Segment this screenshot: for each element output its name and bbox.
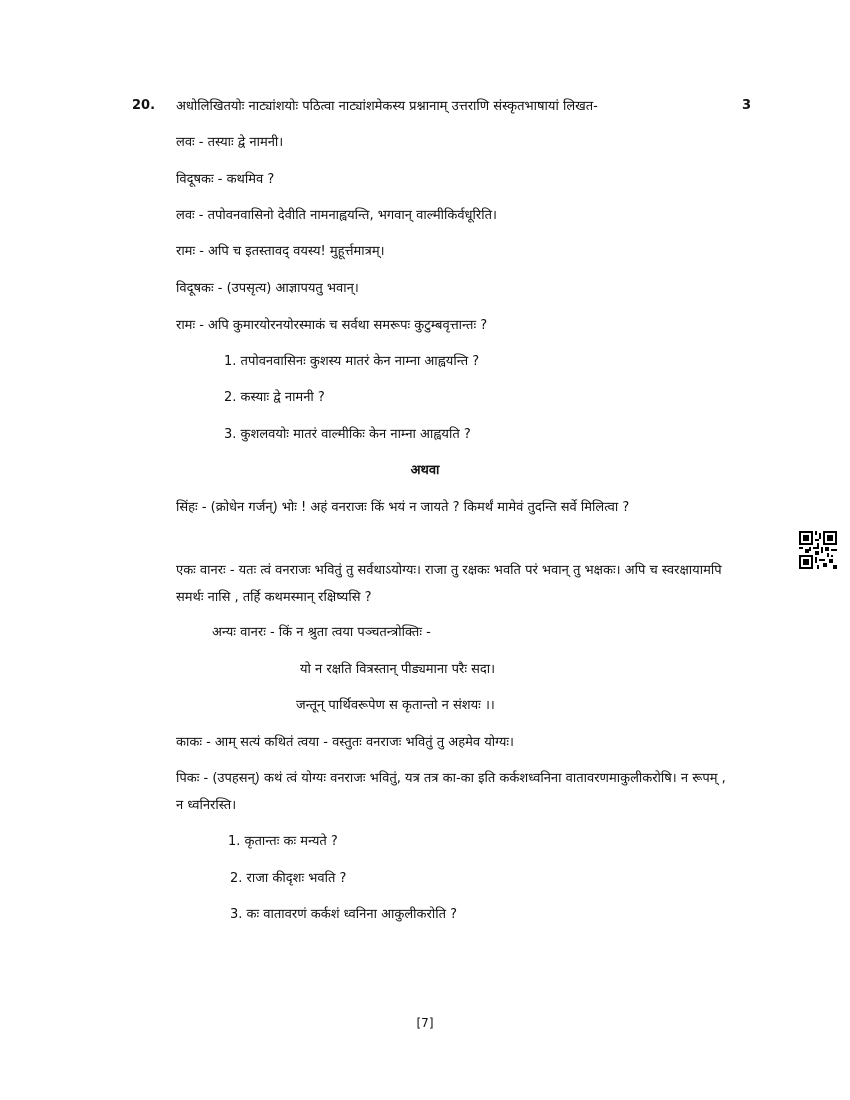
passage2-monkey1: एकः वानरः - यतः त्वं वनराजः भवितुं तु सर्वथाऽयोग्यः। राजा तु रक्षकः भवति परं भवान् तु भक्षकः। अपि च स्वरक्षायामपि समर्थः नासि , तर्हि कथमस्मान् रक्षिष्यसि ? xyxy=(176,563,722,605)
qr-code-icon xyxy=(799,531,837,569)
or-label: अथवा xyxy=(410,463,440,478)
passage1-line: रामः - अपि कुमारयोरनयोरस्माकं च सर्वथा समरूपः कुटुम्बवृत्तान्तः ? xyxy=(176,318,488,333)
passage2-question: 3. कः वातावरणं कर्कशं ध्वनिना आकुलीकरोति ? xyxy=(230,907,458,922)
passage2-crow: काकः - आम् सत्यं कथितं त्वया - वस्तुतः वनराजः भवितुं तु अहमेव योग्यः। xyxy=(176,735,514,750)
question-marks: 3 xyxy=(742,98,752,113)
passage2-verse1: यो न रक्षति वित्रस्तान् पीड्यमाना परैः सदा। xyxy=(300,662,496,677)
passage2-lion: सिंहः - (क्रोधेन गर्जन्) भोः ! अहं वनराजः किं भयं न जायते ? किमर्थं मामेवं तुदन्ति सर्वे मिलित्वा ? xyxy=(176,500,630,515)
question-number: 20. xyxy=(132,98,156,113)
page-number: [7] xyxy=(416,1016,434,1030)
passage1-line: रामः - अपि च इतस्तावद् वयस्य! मुहूर्त्तमात्रम्। xyxy=(176,244,385,259)
passage1-line: लवः - तपोवनवासिनो देवीति नामनाह्वयन्ति, भगवान् वाल्मीकिर्वधूरिति। xyxy=(176,208,497,223)
passage2-monkey2: अन्यः वानरः - किं न श्रुता त्वया पञ्चतन्त्रोक्तिः - xyxy=(212,625,431,640)
passage1-line: विदूषकः - (उपसृत्य) आज्ञापयतु भवान्। xyxy=(176,281,359,296)
passage1-line: लवः - तस्याः द्वे नामनी। xyxy=(176,135,284,150)
passage1-question: 2. कस्याः द्वे नामनी ? xyxy=(224,390,325,405)
passage1-line: विदूषकः - कथमिव ? xyxy=(176,172,275,187)
passage2-verse2: जन्तून् पार्थिवरूपेण स कृतान्तो न संशयः ।। xyxy=(296,698,495,713)
passage1-question: 3. कुशलवयोः मातरं वाल्मीकिः केन नाम्ना आह्वयति ? xyxy=(224,427,471,442)
question-instruction: अधोलिखितयोः नाट्यांशयोः पठित्वा नाट्यांशमेकस्य प्रश्नानाम् उत्तराणि संस्कृतभाषायां लिखत- xyxy=(176,99,598,114)
passage2-question: 1. कृतान्तः कः मन्यते ? xyxy=(228,834,338,849)
passage2-question: 2. राजा कीदृशः भवति ? xyxy=(230,871,347,886)
passage1-question: 1. तपोवनवासिनः कुशस्य मातरं केन नाम्ना आह्वयन्ति ? xyxy=(224,354,480,369)
passage2-cuckoo: पिकः - (उपहसन्) कथं त्वं योग्यः वनराजः भवितुं, यत्र तत्र का-का इति कर्कशध्वनिना वातावरणमाकुलीकरोषि। न रूपम् , न ध्वनिरस्ति। xyxy=(176,771,726,813)
